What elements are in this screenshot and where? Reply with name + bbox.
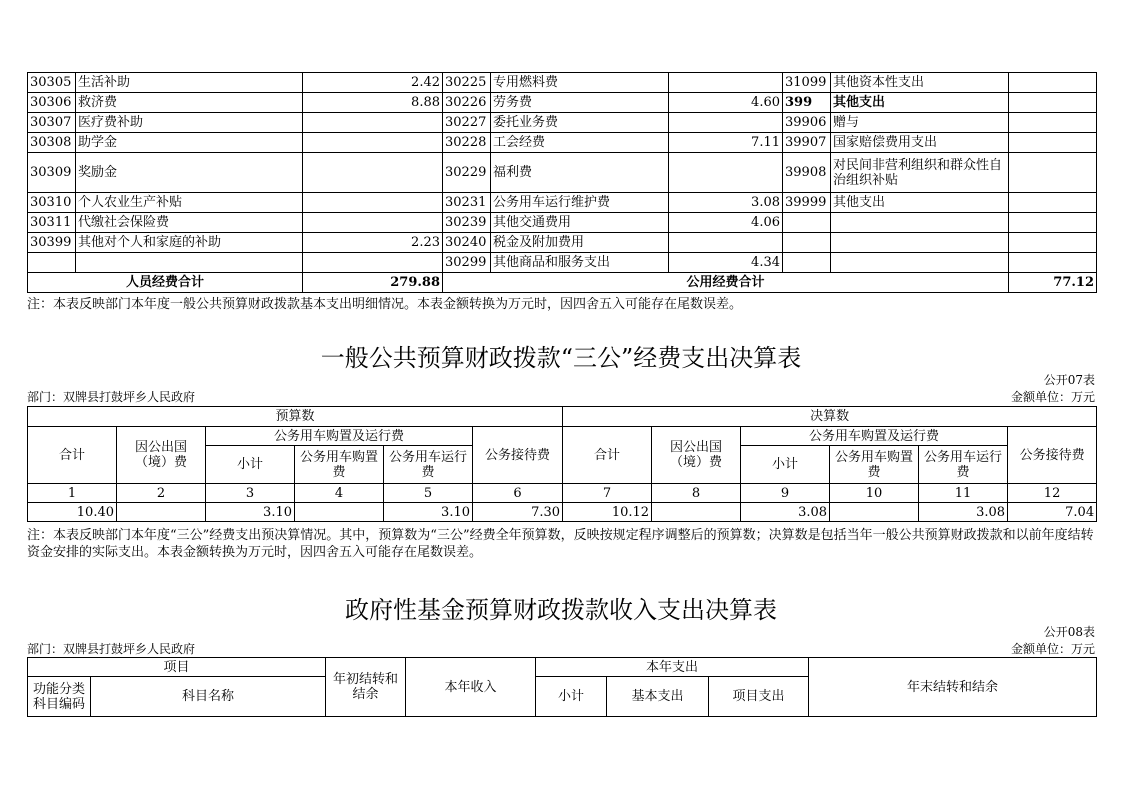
begin-balance-header: 年初结转和结余 (326, 658, 406, 717)
name-cell: 个人农业生产补贴 (76, 193, 303, 213)
final-car-buy-header: 公务用车购置费 (830, 446, 919, 484)
amount-cell: 10.12 (563, 503, 652, 522)
name-cell: 代缴社会保险费 (76, 213, 303, 233)
code-cell: 30310 (28, 193, 76, 213)
name-cell: 国家赔偿费用支出 (831, 133, 1009, 153)
sangong-dept: 部门：双牌县打鼓坪乡人民政府 (27, 390, 196, 404)
name-cell: 医疗费补助 (76, 113, 303, 133)
column-number: 6 (473, 484, 563, 503)
code-cell: 39999 (783, 193, 831, 213)
amount-cell (652, 503, 741, 522)
name-cell: 工会经费 (491, 133, 669, 153)
value-cell: 3.08 (669, 193, 783, 213)
sangong-note: 注：本表反映部门本年度“三公”经费支出预决算情况。其中，预算数为“三公”经费全年预算数，反映按规定程序调整后的预算数；决算数是包括当年一般公共预算财政拨款和以前年度结转资金安排的实际支出。本表金额转换为万元时，因四舍五入可能存在尾数误差。 (27, 528, 1094, 560)
item-header: 项目 (28, 658, 326, 677)
fund-table (27, 657, 1097, 717)
name-cell: 专用燃料费 (491, 73, 669, 93)
code-cell: 30306 (28, 93, 76, 113)
name-cell: 赠与 (831, 113, 1009, 133)
amount-cell (830, 503, 919, 522)
value-cell (1009, 153, 1097, 193)
code-cell: 30399 (28, 233, 76, 253)
value-cell: 7.11 (669, 133, 783, 153)
name-cell: 委托业务费 (491, 113, 669, 133)
column-number: 8 (652, 484, 741, 503)
value-cell: 2.23 (303, 233, 443, 253)
name-cell: 其他交通费用 (491, 213, 669, 233)
value-cell (303, 133, 443, 153)
fund-title: 政府性基金预算财政拨款收入支出决算表 (345, 596, 777, 624)
code-cell (783, 213, 831, 233)
value-cell (303, 193, 443, 213)
name-cell: 福利费 (491, 153, 669, 193)
code-cell: 30240 (443, 233, 491, 253)
detail-note: 注：本表反映部门本年度一般公共预算财政拨款基本支出明细情况。本表金额转换为万元时，因四舍五入可能存在尾数误差。 (27, 297, 743, 312)
income-header: 本年收入 (406, 658, 536, 717)
value-cell (1009, 253, 1097, 273)
fund-unit: 金额单位：万元 (1010, 642, 1095, 656)
totals-row (28, 273, 1097, 293)
name-cell: 奖励金 (76, 153, 303, 193)
table-row (28, 213, 1097, 233)
value-cell (1009, 233, 1097, 253)
final-header: 决算数 (563, 407, 1097, 427)
end-balance-header: 年末结转和结余 (809, 658, 1097, 717)
table-row (28, 133, 1097, 153)
value-cell (1009, 93, 1097, 113)
name-cell: 税金及附加费用 (491, 233, 669, 253)
value-cell (303, 113, 443, 133)
code-cell: 30299 (443, 253, 491, 273)
code-cell: 31099 (783, 73, 831, 93)
value-cell (1009, 73, 1097, 93)
budget-total-header: 合计 (28, 427, 117, 484)
column-number: 11 (919, 484, 1008, 503)
budget-car-buy-header: 公务用车购置费 (295, 446, 384, 484)
budget-sub-header: 小计 (206, 446, 295, 484)
project-expense-header: 项目支出 (709, 677, 809, 717)
budget-header: 预算数 (28, 407, 563, 427)
budget-abroad-header: 因公出国（境）费 (117, 427, 206, 484)
amount-cell: 3.10 (206, 503, 295, 522)
code-cell (783, 253, 831, 273)
final-reception-header: 公务接待费 (1008, 427, 1097, 484)
final-total-header: 合计 (563, 427, 652, 484)
name-cell: 其他支出 (831, 193, 1009, 213)
column-number: 4 (295, 484, 384, 503)
public-total-label: 公用经费合计 (443, 273, 1009, 293)
code-cell: 399 (783, 93, 831, 113)
personnel-total-label: 人员经费合计 (28, 273, 303, 293)
code-cell: 30309 (28, 153, 76, 193)
sangong-table-no: 公开07表 (1043, 373, 1095, 387)
code-cell: 39908 (783, 153, 831, 193)
column-number-row (28, 484, 1097, 503)
value-cell (1009, 113, 1097, 133)
amount-cell: 3.10 (384, 503, 473, 522)
code-cell: 30311 (28, 213, 76, 233)
fund-dept: 部门：双牌县打鼓坪乡人民政府 (27, 642, 196, 656)
amount-cell: 7.30 (473, 503, 563, 522)
table-row (28, 93, 1097, 113)
table-row (28, 193, 1097, 213)
code-cell: 30307 (28, 113, 76, 133)
amount-cell: 10.40 (28, 503, 117, 522)
value-cell (1009, 213, 1097, 233)
final-car-header: 公务用车购置及运行费 (741, 427, 1008, 446)
code-cell (28, 253, 76, 273)
budget-reception-header: 公务接待费 (473, 427, 563, 484)
code-cell: 39906 (783, 113, 831, 133)
code-cell: 39907 (783, 133, 831, 153)
amount-cell: 7.04 (1008, 503, 1097, 522)
sangong-unit: 金额单位：万元 (1010, 390, 1095, 404)
code-cell: 30226 (443, 93, 491, 113)
code-cell: 30239 (443, 213, 491, 233)
code-cell: 30227 (443, 113, 491, 133)
final-sub-header: 小计 (741, 446, 830, 484)
sangong-table (27, 406, 1097, 522)
name-cell: 对民间非营利组织和群众性自治组织补贴 (831, 153, 1009, 193)
table-row (28, 233, 1097, 253)
expense-header: 本年支出 (536, 658, 809, 677)
table-row (28, 113, 1097, 133)
value-cell: 2.42 (303, 73, 443, 93)
code-cell: 30229 (443, 153, 491, 193)
name-cell (831, 213, 1009, 233)
name-cell: 救济费 (76, 93, 303, 113)
public-total-value: 77.12 (1009, 273, 1097, 293)
final-car-run-header: 公务用车运行费 (919, 446, 1008, 484)
code-cell: 30305 (28, 73, 76, 93)
column-number: 12 (1008, 484, 1097, 503)
column-number: 5 (384, 484, 473, 503)
column-number: 1 (28, 484, 117, 503)
value-cell (1009, 193, 1097, 213)
name-cell (831, 233, 1009, 253)
budget-car-header: 公务用车购置及运行费 (206, 427, 473, 446)
name-cell (831, 253, 1009, 273)
value-cell: 4.60 (669, 93, 783, 113)
basic-expense-header: 基本支出 (607, 677, 709, 717)
column-number: 7 (563, 484, 652, 503)
value-cell (303, 213, 443, 233)
value-cell (669, 153, 783, 193)
table-row (28, 73, 1097, 93)
expense-sub-header: 小计 (536, 677, 607, 717)
table-row (28, 153, 1097, 193)
code-cell: 30308 (28, 133, 76, 153)
value-cell (303, 253, 443, 273)
value-cell: 8.88 (303, 93, 443, 113)
amount-cell: 3.08 (741, 503, 830, 522)
table-row (28, 253, 1097, 273)
amount-cell: 3.08 (919, 503, 1008, 522)
name-cell: 公务用车运行维护费 (491, 193, 669, 213)
value-cell: 4.34 (669, 253, 783, 273)
code-cell (783, 233, 831, 253)
code-cell: 30228 (443, 133, 491, 153)
name-header: 科目名称 (91, 677, 326, 717)
name-cell: 生活补助 (76, 73, 303, 93)
value-cell: 4.06 (669, 213, 783, 233)
value-row (28, 503, 1097, 522)
amount-cell (117, 503, 206, 522)
basic-expense-detail-table (27, 72, 1097, 293)
code-cell: 30231 (443, 193, 491, 213)
name-cell: 其他资本性支出 (831, 73, 1009, 93)
budget-car-run-header: 公务用车运行费 (384, 446, 473, 484)
code-cell: 30225 (443, 73, 491, 93)
name-cell: 劳务费 (491, 93, 669, 113)
column-number: 9 (741, 484, 830, 503)
fund-table-no: 公开08表 (1043, 625, 1095, 639)
value-cell (1009, 133, 1097, 153)
column-number: 2 (117, 484, 206, 503)
amount-cell (295, 503, 384, 522)
name-cell (76, 253, 303, 273)
code-header: 功能分类科目编码 (28, 677, 91, 717)
final-abroad-header: 因公出国（境）费 (652, 427, 741, 484)
name-cell: 其他支出 (831, 93, 1009, 113)
sangong-title: 一般公共预算财政拨款“三公”经费支出决算表 (320, 344, 802, 372)
name-cell: 其他对个人和家庭的补助 (76, 233, 303, 253)
value-cell (669, 113, 783, 133)
name-cell: 其他商品和服务支出 (491, 253, 669, 273)
value-cell (303, 153, 443, 193)
column-number: 10 (830, 484, 919, 503)
column-number: 3 (206, 484, 295, 503)
name-cell: 助学金 (76, 133, 303, 153)
personnel-total-value: 279.88 (303, 273, 443, 293)
value-cell (669, 73, 783, 93)
value-cell (669, 233, 783, 253)
